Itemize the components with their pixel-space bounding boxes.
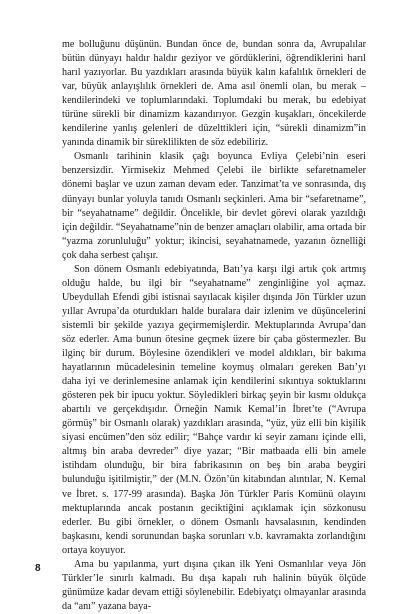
paragraph: me bolluğunu düşünün. Bundan önce de, bundan sonra da, Avrupalılar bütün dünyayı haldır haldır geziyor ve gördüklerini, öğrendiklerini harıl harıl yazıyorlar. Bu yazdıkları arasında büyük kalın kafalılık örnekleri de var, büyük anlayışlılık örnekleri de. Ama asıl önemli olan, bu merak – kendilerindeki ve toplumlarındaki. Toplumdaki bu merak, bu edebiyat türüne sürekli bir dinamizm kazandırıyor. Gezgin kuşakları, öncekilerde kendilerine yanlış gelenleri de düzelttikleri için, “sürekli dinamizm”in yanında dinamik bir süreklilikten de söz edebiliriz. <box>62 39 366 149</box>
paragraph: Osmanlı tarihinin klasik çağı boyunca Evliya Çelebi’nin eseri benzersizdir. Yirmisekiz Mehmed Çelebi ile birlikte sefaretnameler dönemi başlar ve uzun zaman devam eder. Tanzimat’ta ve sonrasında, dış dünyayı bunlar yoluyla tanıdı Osmanlı seçkinleri. Ama bir “sefaretname”, bir “seyahatname” değildir. Öncelikle, bir devlet görevi olarak yazıldığı için değildir. “Seyahatname”nin de benzer amaçları olabilir, ama ortada bir “yazma zorunluluğu” yoktur; ikincisi, seyahatnamede, yazanın öznelliği çok daha serbest çalışır. <box>62 151 366 261</box>
paragraph: Ama bu yapılanma, yurt dışına çıkan ilk Yeni Osmanlılar veya Jön Türkler’le sınırlı kalmadı. Bu dışa kapalı ruh halinin büyük ölçüde günümüze kadar devam ettiği söylenebilir. Edebiyatçı olmayanlar arasında da “anı” yazana baya- <box>62 558 366 612</box>
body-text <box>62 38 366 614</box>
page-number: 8 <box>35 563 41 574</box>
paragraph: Son dönem Osmanlı edebiyatında, Batı’ya karşı ilgi artık çok artmış olduğu halde, bu ilgi bir “seyahatname” zenginliğine yol açmaz. Ubeydullah Efendi gibi istisnai sayılacak kişiler dışında Jön Türkler uzun yıllar Avrupa’da oturdukları halde buralara dair izlenim ve düşüncelerini sistemli bir şekilde yazıya geçirmemişlerdir. Mektuplarında Avrupa’dan söz ederler. Ama bunun ötesine geçmek üzere bir çaba göstermezler. Bu ilginç bir durum. Böylesine özendikleri ve model aldıkları, bir bakıma hayatlarının mücadelesinin temeline koymuş olmaları gereken Batı’yı daha iyi ve derinlemesine anlamak için kendilerini sıkıntıya soktuklarını gösteren pek bir ipucu yoktur. Söyledikleri birkaç şeyin bir kısmı oldukça abartılı ve gerçekdışıdır. Örneğin Namık Kemal’in İbret’te (“Avrupa görmüş” bir Osmanlı olarak) yazdıkları arasında, “yüz, yüz elli bin kişilik siyasi encümen”den söz edilir; “Bahçe vardır ki seyir zamanı içinde elli, altmış bin araba devreder” diye yazar; “Bir matbaada elli bin amele istihdam olunduğu, bir bira fabrikasının on beş bin araba beygiri bulunduğu işitilmiştir,” der (M.N. Özön’ün kitabından alıntılar, N. Kemal ve İbret. s. 177-99 arasında). Başka Jön Türkler Paris Komünü olayını mektuplarında ancak postanın geciktiğini açıklamak için sözkonusu ederler. Bu gibi örnekler, o dönem Osmanlı havsalasının, kendinden başkasını, kendi sorunundan başka sorunları v.b. kavramakta zorlandığını ortaya koyuyor. <box>62 263 366 556</box>
